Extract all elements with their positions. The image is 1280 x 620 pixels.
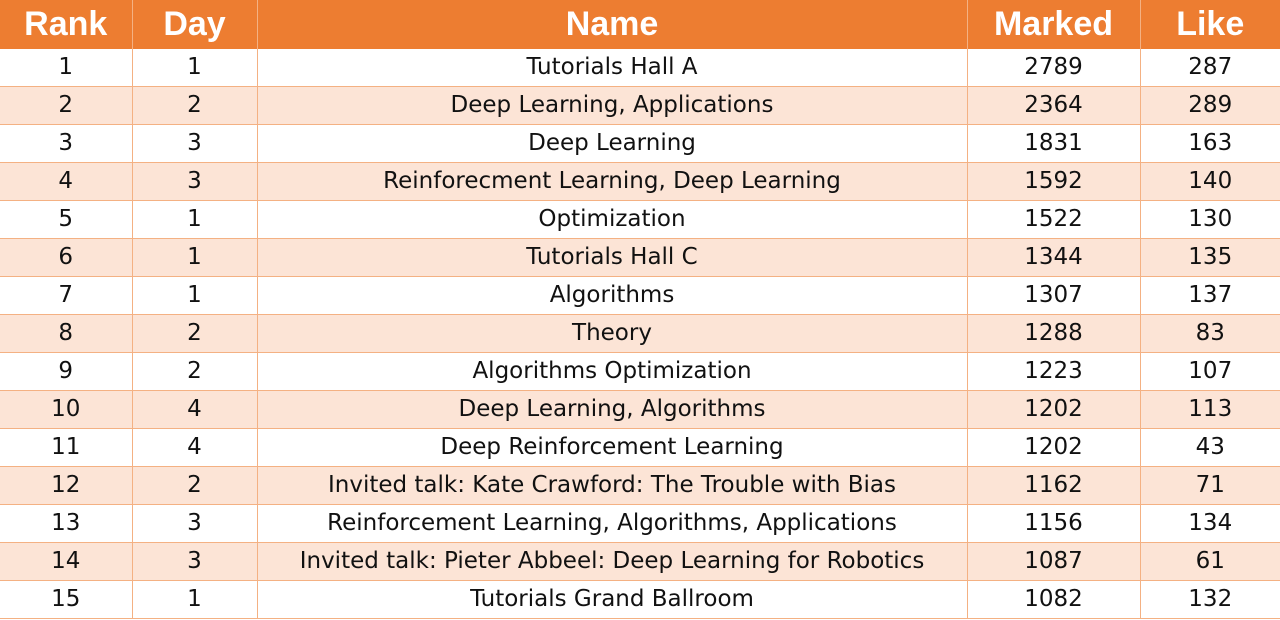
cell-day: 1 — [132, 49, 257, 87]
cell-day: 4 — [132, 391, 257, 429]
cell-marked: 1156 — [967, 505, 1140, 543]
cell-marked: 1162 — [967, 467, 1140, 505]
column-header-day: Day — [132, 0, 257, 49]
cell-like: 61 — [1140, 543, 1280, 581]
table-body — [0, 49, 1280, 619]
cell-rank: 10 — [0, 391, 132, 429]
cell-like: 163 — [1140, 125, 1280, 163]
table-row — [0, 581, 1280, 619]
cell-rank: 9 — [0, 353, 132, 391]
cell-marked: 1087 — [967, 543, 1140, 581]
cell-rank: 14 — [0, 543, 132, 581]
cell-name: Deep Learning — [257, 125, 967, 163]
cell-rank: 7 — [0, 277, 132, 315]
table-row — [0, 277, 1280, 315]
cell-name: Invited talk: Pieter Abbeel: Deep Learning for Robotics — [257, 543, 967, 581]
cell-day: 3 — [132, 543, 257, 581]
cell-like: 140 — [1140, 163, 1280, 201]
column-header-marked: Marked — [967, 0, 1140, 49]
cell-day: 1 — [132, 581, 257, 619]
cell-name: Deep Reinforcement Learning — [257, 429, 967, 467]
cell-day: 2 — [132, 467, 257, 505]
table-row — [0, 505, 1280, 543]
cell-rank: 3 — [0, 125, 132, 163]
header-row — [0, 0, 1280, 49]
table-row — [0, 429, 1280, 467]
cell-rank: 5 — [0, 201, 132, 239]
cell-like: 130 — [1140, 201, 1280, 239]
cell-like: 107 — [1140, 353, 1280, 391]
cell-day: 2 — [132, 353, 257, 391]
cell-day: 3 — [132, 163, 257, 201]
cell-day: 1 — [132, 277, 257, 315]
cell-like: 83 — [1140, 315, 1280, 353]
table-row — [0, 353, 1280, 391]
cell-day: 1 — [132, 201, 257, 239]
cell-marked: 1592 — [967, 163, 1140, 201]
cell-marked: 1522 — [967, 201, 1140, 239]
table-header — [0, 0, 1280, 49]
cell-like: 135 — [1140, 239, 1280, 277]
cell-rank: 4 — [0, 163, 132, 201]
table-row — [0, 87, 1280, 125]
cell-marked: 2364 — [967, 87, 1140, 125]
cell-marked: 1223 — [967, 353, 1140, 391]
cell-day: 3 — [132, 125, 257, 163]
cell-rank: 13 — [0, 505, 132, 543]
cell-day: 2 — [132, 315, 257, 353]
table-row — [0, 239, 1280, 277]
table-row — [0, 391, 1280, 429]
table-row — [0, 201, 1280, 239]
cell-day: 4 — [132, 429, 257, 467]
cell-name: Tutorials Hall C — [257, 239, 967, 277]
cell-day: 1 — [132, 239, 257, 277]
column-header-name: Name — [257, 0, 967, 49]
cell-name: Algorithms — [257, 277, 967, 315]
cell-like: 132 — [1140, 581, 1280, 619]
cell-day: 3 — [132, 505, 257, 543]
cell-name: Deep Learning, Applications — [257, 87, 967, 125]
cell-like: 134 — [1140, 505, 1280, 543]
cell-rank: 6 — [0, 239, 132, 277]
cell-marked: 1202 — [967, 391, 1140, 429]
cell-marked: 2789 — [967, 49, 1140, 87]
cell-name: Optimization — [257, 201, 967, 239]
column-header-rank: Rank — [0, 0, 132, 49]
cell-day: 2 — [132, 87, 257, 125]
cell-name: Theory — [257, 315, 967, 353]
cell-rank: 12 — [0, 467, 132, 505]
table-row — [0, 163, 1280, 201]
cell-name: Deep Learning, Algorithms — [257, 391, 967, 429]
cell-like: 113 — [1140, 391, 1280, 429]
cell-rank: 15 — [0, 581, 132, 619]
table-row — [0, 467, 1280, 505]
cell-name: Invited talk: Kate Crawford: The Trouble with Bias — [257, 467, 967, 505]
table-row — [0, 315, 1280, 353]
cell-name: Tutorials Hall A — [257, 49, 967, 87]
cell-marked: 1831 — [967, 125, 1140, 163]
table-row — [0, 125, 1280, 163]
cell-like: 137 — [1140, 277, 1280, 315]
cell-rank: 8 — [0, 315, 132, 353]
cell-name: Algorithms Optimization — [257, 353, 967, 391]
cell-like: 289 — [1140, 87, 1280, 125]
cell-like: 71 — [1140, 467, 1280, 505]
table-row — [0, 49, 1280, 87]
cell-marked: 1344 — [967, 239, 1140, 277]
cell-marked: 1307 — [967, 277, 1140, 315]
cell-rank: 1 — [0, 49, 132, 87]
cell-rank: 2 — [0, 87, 132, 125]
cell-name: Reinforcement Learning, Algorithms, Applications — [257, 505, 967, 543]
cell-rank: 11 — [0, 429, 132, 467]
column-header-like: Like — [1140, 0, 1280, 49]
cell-name: Tutorials Grand Ballroom — [257, 581, 967, 619]
cell-marked: 1082 — [967, 581, 1140, 619]
cell-like: 287 — [1140, 49, 1280, 87]
table-row — [0, 543, 1280, 581]
cell-like: 43 — [1140, 429, 1280, 467]
cell-marked: 1202 — [967, 429, 1140, 467]
cell-name: Reinforecment Learning, Deep Learning — [257, 163, 967, 201]
cell-marked: 1288 — [967, 315, 1140, 353]
